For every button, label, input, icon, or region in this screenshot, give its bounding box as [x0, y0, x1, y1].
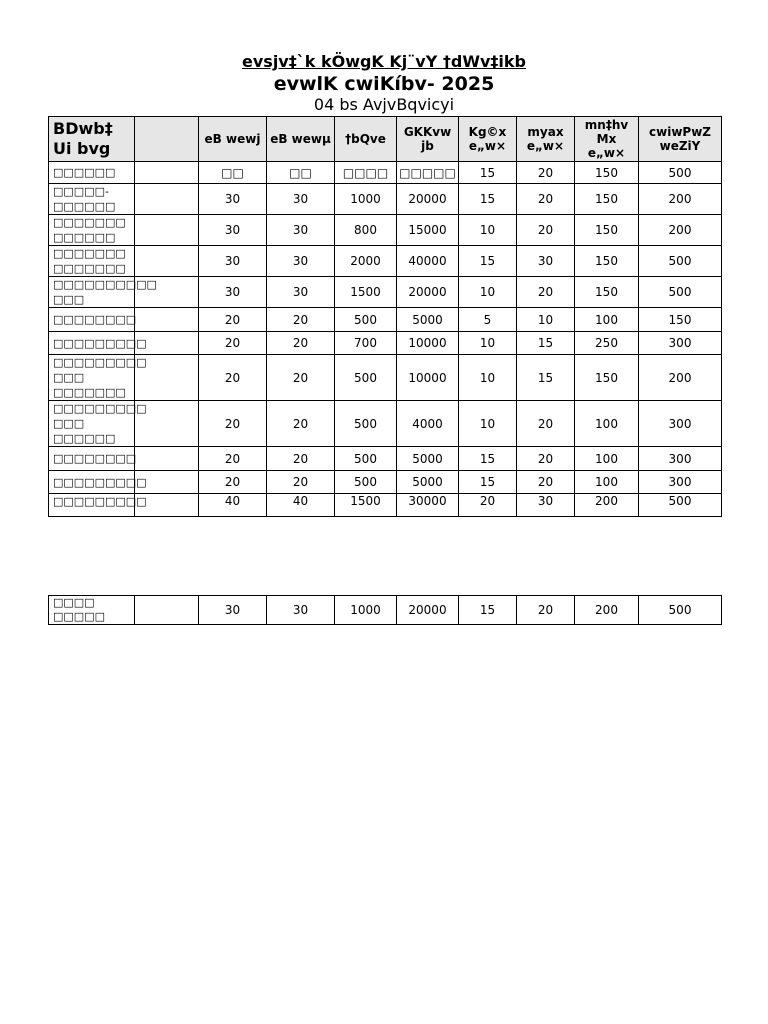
- table-cell: 500: [639, 246, 722, 277]
- table-cell: [135, 246, 199, 277]
- table-cell: 30: [267, 246, 335, 277]
- union-name: □□□□□□□□□: [49, 332, 135, 355]
- union-name: □□□□□□□□□: [49, 471, 135, 494]
- column-header: eB wewj: [199, 117, 267, 162]
- table-row: [49, 215, 722, 246]
- table-cell: 1500: [335, 277, 397, 308]
- table-cell: □□: [199, 162, 267, 184]
- table-cell: 20: [199, 355, 267, 401]
- table-row: [49, 447, 722, 471]
- table-cell: 1000: [335, 596, 397, 625]
- table-row: [49, 308, 722, 332]
- table-cell: 20: [199, 447, 267, 471]
- table-cell: 30: [517, 246, 575, 277]
- table-cell: [135, 162, 199, 184]
- table-cell: 500: [335, 447, 397, 471]
- table-row: [49, 494, 722, 517]
- union-name: □□□□□□□ □□□□□□□: [49, 246, 135, 277]
- table-cell: □□□□□: [397, 162, 459, 184]
- table-cell: 20: [267, 401, 335, 447]
- table-cell: 100: [575, 447, 639, 471]
- table-cell: 10000: [397, 355, 459, 401]
- table-cell: 500: [639, 494, 722, 517]
- table-cell: 20000: [397, 277, 459, 308]
- table-cell: [135, 308, 199, 332]
- table-cell: 40: [267, 494, 335, 517]
- table-cell: 20: [517, 401, 575, 447]
- table-cell: 250: [575, 332, 639, 355]
- table-cell: [135, 184, 199, 215]
- table-cell: 500: [335, 308, 397, 332]
- table-cell: 20000: [397, 596, 459, 625]
- table-row: [49, 184, 722, 215]
- table-cell: 500: [639, 162, 722, 184]
- table-cell: 200: [575, 494, 639, 517]
- total-label: □□□□ □□□□□: [49, 596, 135, 625]
- table-cell: 300: [639, 471, 722, 494]
- table-cell: 150: [575, 162, 639, 184]
- union-name: □□□□□□□□: [49, 308, 135, 332]
- table-cell: 5000: [397, 447, 459, 471]
- union-name: □□□□□□□□□□ □□□: [49, 277, 135, 308]
- table-cell: 150: [575, 355, 639, 401]
- union-name: □□□□□□□□□: [49, 494, 135, 517]
- table-cell: [135, 596, 199, 625]
- table-cell: 5000: [397, 308, 459, 332]
- column-header: eB wewµ: [267, 117, 335, 162]
- table-cell: 15: [459, 596, 517, 625]
- table-cell: 150: [575, 246, 639, 277]
- column-header: [135, 117, 199, 162]
- table-cell: 1000: [335, 184, 397, 215]
- table-cell: 150: [575, 277, 639, 308]
- table-cell: 500: [639, 596, 722, 625]
- table-cell: 20: [517, 596, 575, 625]
- table-cell: 30: [517, 494, 575, 517]
- table-cell: 10: [459, 215, 517, 246]
- table-cell: 20: [517, 277, 575, 308]
- column-header: BDwb‡ Ui bvg: [49, 117, 135, 162]
- table-cell: 30: [199, 246, 267, 277]
- table-cell: 10: [517, 308, 575, 332]
- table-cell: 500: [335, 471, 397, 494]
- table-row: [49, 332, 722, 355]
- table-cell: 10: [459, 332, 517, 355]
- column-header: mn‡hv Mx e„w×: [575, 117, 639, 162]
- table-cell: 30: [199, 596, 267, 625]
- table-cell: 20: [517, 162, 575, 184]
- table-cell: [135, 447, 199, 471]
- table-cell: 300: [639, 332, 722, 355]
- table-cell: 500: [335, 401, 397, 447]
- organization-title: evsjv‡`k kÖwgK Kj¨vY †dWv‡ikb: [242, 52, 526, 71]
- table-cell: 30: [267, 277, 335, 308]
- table-cell: 20: [199, 401, 267, 447]
- union-name: □□□□□□: [49, 162, 135, 184]
- document-header: [0, 52, 768, 114]
- table-cell: 30: [267, 184, 335, 215]
- table-cell: 40: [199, 494, 267, 517]
- table-cell: 15: [459, 184, 517, 215]
- table-cell: [135, 215, 199, 246]
- plan-title: evwlK cwiKíbv- 2025: [273, 73, 495, 95]
- table-cell: 20: [459, 494, 517, 517]
- column-header: †bQve: [335, 117, 397, 162]
- table-cell: 30: [267, 215, 335, 246]
- table-cell: 30: [199, 215, 267, 246]
- table-header-row: [49, 117, 722, 162]
- table-cell: 10000: [397, 332, 459, 355]
- table-cell: 100: [575, 401, 639, 447]
- table-cell: 300: [639, 447, 722, 471]
- table-cell: 5: [459, 308, 517, 332]
- column-header: cwiwPwZ weZiY: [639, 117, 722, 162]
- union-name: □□□□□□□□□ □□□ □□□□□□: [49, 401, 135, 447]
- table-cell: 15: [517, 355, 575, 401]
- table-cell: 200: [639, 184, 722, 215]
- table-row: [49, 355, 722, 401]
- table-cell: 150: [575, 215, 639, 246]
- table-cell: 500: [335, 355, 397, 401]
- table-cell: 800: [335, 215, 397, 246]
- table-cell: 20: [267, 355, 335, 401]
- plan-table: [48, 116, 722, 517]
- table-cell: 20: [267, 471, 335, 494]
- union-name: □□□□□- □□□□□□: [49, 184, 135, 215]
- union-name: □□□□□□□□□ □□□ □□□□□□□: [49, 355, 135, 401]
- table-cell: 30: [199, 184, 267, 215]
- table-row: [49, 162, 722, 184]
- table-cell: 40000: [397, 246, 459, 277]
- table-cell: 1500: [335, 494, 397, 517]
- table-cell: 20: [517, 215, 575, 246]
- column-header: myax e„w×: [517, 117, 575, 162]
- table-row: [49, 401, 722, 447]
- total-row: [49, 596, 722, 625]
- table-cell: 5000: [397, 471, 459, 494]
- table-cell: 15: [517, 332, 575, 355]
- union-name: □□□□□□□ □□□□□□: [49, 215, 135, 246]
- table-cell: 10: [459, 355, 517, 401]
- table-cell: 300: [639, 401, 722, 447]
- table-cell: 10: [459, 277, 517, 308]
- table-cell: 100: [575, 471, 639, 494]
- table-row: [49, 246, 722, 277]
- table-cell: 15000: [397, 215, 459, 246]
- table-cell: 15: [459, 246, 517, 277]
- table-cell: 20: [199, 308, 267, 332]
- table-cell: 20: [517, 184, 575, 215]
- table-cell: 200: [639, 355, 722, 401]
- table-cell: 200: [575, 596, 639, 625]
- table-cell: 20: [267, 308, 335, 332]
- table-cell: 100: [575, 308, 639, 332]
- table-cell: 30: [199, 277, 267, 308]
- table-cell: 2000: [335, 246, 397, 277]
- total-table: [48, 595, 722, 625]
- table-cell: 20: [199, 332, 267, 355]
- table-cell: 15: [459, 162, 517, 184]
- table-cell: □□□□: [335, 162, 397, 184]
- column-header: GKKvw jb: [397, 117, 459, 162]
- table-cell: 30: [267, 596, 335, 625]
- column-header: Kg©x e„w×: [459, 117, 517, 162]
- union-name: □□□□□□□□: [49, 447, 135, 471]
- table-cell: 20: [199, 471, 267, 494]
- table-cell: 150: [639, 308, 722, 332]
- table-cell: 700: [335, 332, 397, 355]
- table-cell: 150: [575, 184, 639, 215]
- table-cell: 20: [517, 447, 575, 471]
- table-row: [49, 277, 722, 308]
- table-cell: 15: [459, 447, 517, 471]
- table-cell: 20000: [397, 184, 459, 215]
- table-cell: 500: [639, 277, 722, 308]
- table-cell: 20: [267, 332, 335, 355]
- table-cell: □□: [267, 162, 335, 184]
- table-cell: 200: [639, 215, 722, 246]
- table-cell: 10: [459, 401, 517, 447]
- table-cell: 4000: [397, 401, 459, 447]
- table-cell: 20: [517, 471, 575, 494]
- ward-subtitle: 04 bs AvjvBqvicyi: [313, 95, 455, 114]
- table-cell: 30000: [397, 494, 459, 517]
- table-cell: 20: [267, 447, 335, 471]
- table-row: [49, 471, 722, 494]
- table-cell: 15: [459, 471, 517, 494]
